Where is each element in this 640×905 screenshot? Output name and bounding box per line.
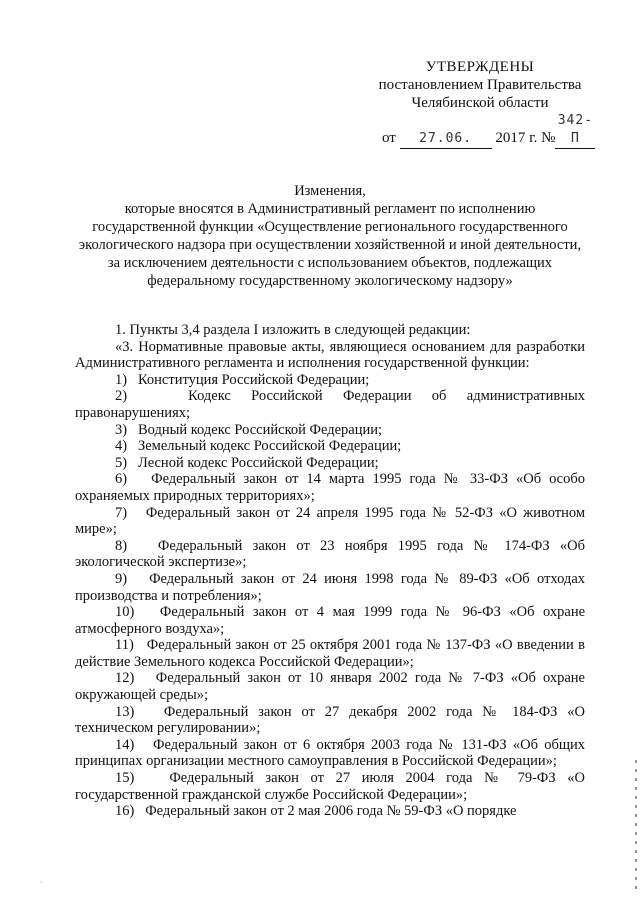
list-item xyxy=(75,770,585,803)
list-item xyxy=(75,455,585,472)
document-subtitle: которые вносятся в Административный регламент по исполнению государственной функции «Осуществление регионального государственного экологического надзора при осуществлении хозяйственной и иной деятельности, за исключением деятельности с использованием объектов, подлежащих федеральному государственному экологическому надзору» xyxy=(78,201,582,289)
list-item xyxy=(75,538,585,571)
list-item-text: Федеральный закон от 2 мая 2006 года № 59-ФЗ «О порядке xyxy=(145,803,517,820)
list-item-number: 10) xyxy=(115,604,135,621)
list-item-number: 15) xyxy=(115,770,135,787)
list-item-text: Кодекс Российской Федерации об административных правонарушениях; xyxy=(75,388,585,421)
document-title: Изменения, xyxy=(294,183,366,199)
approval-date: 27.06. xyxy=(400,130,492,149)
list-item-text: Конституция Российской Федерации; xyxy=(137,371,370,388)
list-item-text: Федеральный закон от 23 ноября 1995 года № 174-ФЗ «Об экологической экспертизе»; xyxy=(75,537,586,571)
list-item xyxy=(75,637,585,670)
scan-speck: · xyxy=(40,878,43,887)
list-item-text: Федеральный закон от 6 октября 2003 года № 131-ФЗ «Об общих принципах организации местного самоуправления в Российской Федерации»; xyxy=(75,736,586,770)
list-item xyxy=(75,704,585,737)
list-item-number: 7) xyxy=(115,504,128,521)
list-item-text: Федеральный закон от 10 января 2002 года № 7-ФЗ «Об охране окружающей среды»; xyxy=(75,670,585,704)
approval-number: 342-П xyxy=(555,112,595,149)
paragraph-2: «3. Нормативные правовые акты, являющиеся основанием для разработки Административного регламента и исполнения государственной функции: xyxy=(75,338,585,372)
list-item xyxy=(75,571,585,604)
list-item xyxy=(75,737,585,770)
list-item-text: Федеральный закон от 27 июля 2004 года № 79-ФЗ «О государственной гражданской службе Российской Федерации»; xyxy=(75,770,586,803)
list-item-number: 3) xyxy=(115,421,128,438)
list-item-text: Федеральный закон от 24 июня 1998 года № 89-ФЗ «Об отходах производства и потребления»; xyxy=(75,570,585,604)
list-item xyxy=(75,388,585,421)
list-item-text: Федеральный закон от 4 мая 1999 года № 96-ФЗ «Об охране атмосферного воздуха»; xyxy=(75,604,586,637)
list-item-text: Федеральный закон от 14 марта 1995 года № 33-ФЗ «Об особо охраняемых природных территориях»; xyxy=(75,471,585,504)
list-item-text: Водный кодекс Российской Федерации; xyxy=(137,421,383,438)
list-item-number: 12) xyxy=(115,670,135,687)
approval-dateline xyxy=(360,112,600,149)
list-item xyxy=(75,438,585,455)
list-item-text: Федеральный закон от 24 апреля 1995 года № 52-ФЗ «О животном мире»; xyxy=(75,504,586,538)
scan-margin-marks xyxy=(635,760,637,890)
document-heading xyxy=(75,182,585,290)
list-item-number: 5) xyxy=(115,454,128,471)
approval-line-1: постановлением Правительства xyxy=(378,77,582,93)
list-item xyxy=(75,505,585,538)
approval-stamp xyxy=(360,58,600,149)
list-item xyxy=(75,803,585,820)
list-item xyxy=(75,670,585,703)
list-item-number: 1) xyxy=(115,371,128,388)
document-body xyxy=(75,322,585,820)
list-item xyxy=(75,471,585,504)
item-list xyxy=(75,372,585,820)
list-item-text: Федеральный закон от 27 декабря 2002 года № 184-ФЗ «О техническом регулировании»; xyxy=(75,703,585,737)
list-item-number: 13) xyxy=(115,703,135,720)
list-item-number: 11) xyxy=(115,637,134,654)
list-item-number: 6) xyxy=(115,471,128,488)
list-item-text: Федеральный закон от 25 октября 2001 года № 137-ФЗ «О введении в действие Земельного кодекса Российской Федерации»; xyxy=(75,637,585,670)
list-item xyxy=(75,422,585,439)
list-item-text: Земельный кодекс Российской Федерации; xyxy=(137,438,402,455)
list-item-number: 8) xyxy=(115,537,128,554)
approval-title: УТВЕРЖДЕНЫ xyxy=(425,59,535,75)
list-item xyxy=(75,604,585,637)
list-item xyxy=(75,372,585,389)
list-item-text: Лесной кодекс Российской Федерации; xyxy=(137,454,379,471)
approval-year: 2017 г. № xyxy=(495,130,556,146)
list-item-number: 2) xyxy=(115,388,128,405)
approval-from: от xyxy=(382,130,396,146)
approval-line-2: Челябинской области xyxy=(411,95,549,111)
list-item-number: 14) xyxy=(115,736,135,753)
list-item-number: 16) xyxy=(115,803,135,820)
list-item-number: 9) xyxy=(115,570,128,587)
list-item-number: 4) xyxy=(115,438,128,455)
paragraph-1: 1. Пункты 3,4 раздела I изложить в следующей редакции: xyxy=(115,322,471,338)
